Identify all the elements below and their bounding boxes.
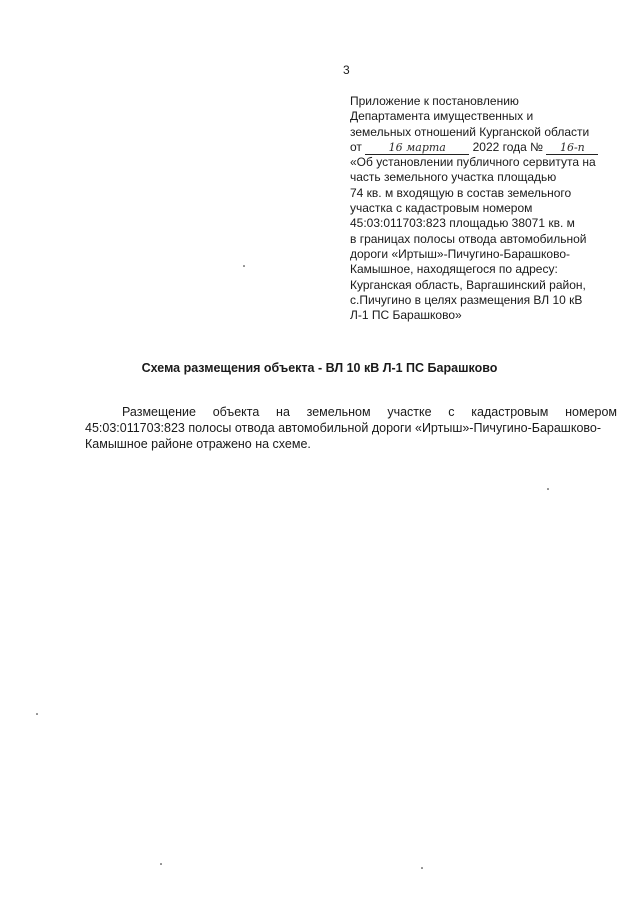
appendix-header <box>350 94 620 323</box>
page-number: 3 <box>343 63 350 77</box>
appendix-line: в границах полосы отвода автомобильной <box>350 231 587 246</box>
document-title: Схема размещения объекта - ВЛ 10 кВ Л-1 ПС Барашково <box>141 361 498 375</box>
scan-speck <box>547 488 549 490</box>
appendix-line: дороги «Иртыш»-Пичугино-Барашково- <box>350 246 571 261</box>
appendix-line: земельных отношений Курганской области <box>350 124 590 139</box>
scan-speck <box>36 713 38 715</box>
appendix-line: «Об установлении публичного сервитута на <box>350 155 596 170</box>
appendix-line: Камышное, находящегося по адресу: <box>350 262 558 277</box>
year-text: 2022 года № <box>472 139 544 154</box>
appendix-line: с.Пичугино в целях размещения ВЛ 10 кВ <box>350 292 583 307</box>
appendix-line: Курганская область, Варгашинский район, <box>350 277 586 292</box>
appendix-line: Л-1 ПС Барашково» <box>350 308 462 323</box>
appendix-line: 74 кв. м входящую в состав земельного <box>350 185 572 200</box>
handwritten-number: 16-п <box>546 141 598 155</box>
body-line: 45:03:011703:823 полосы отвода автомобильной дороги «Иртыш»-Пичугино-Барашково- <box>85 421 602 435</box>
appendix-line: Департамента имущественных и <box>350 109 534 124</box>
appendix-date-line <box>350 140 620 155</box>
handwritten-date: 16 марта <box>365 141 469 155</box>
body-line: Размещение объекта на земельном участке с кадастровым номером <box>122 405 617 419</box>
appendix-line: 45:03:011703:823 площадью 38071 кв. м <box>350 216 575 231</box>
body-line: Камышное районе отражено на схеме. <box>85 437 311 451</box>
body-paragraph <box>85 404 617 452</box>
scan-speck <box>160 863 162 865</box>
scan-speck <box>243 265 245 267</box>
scan-speck <box>421 867 423 869</box>
appendix-line: часть земельного участка площадью <box>350 170 557 185</box>
appendix-line: Приложение к постановлению <box>350 94 519 108</box>
appendix-line: участка с кадастровым номером <box>350 201 533 216</box>
date-prefix: от <box>350 139 362 154</box>
